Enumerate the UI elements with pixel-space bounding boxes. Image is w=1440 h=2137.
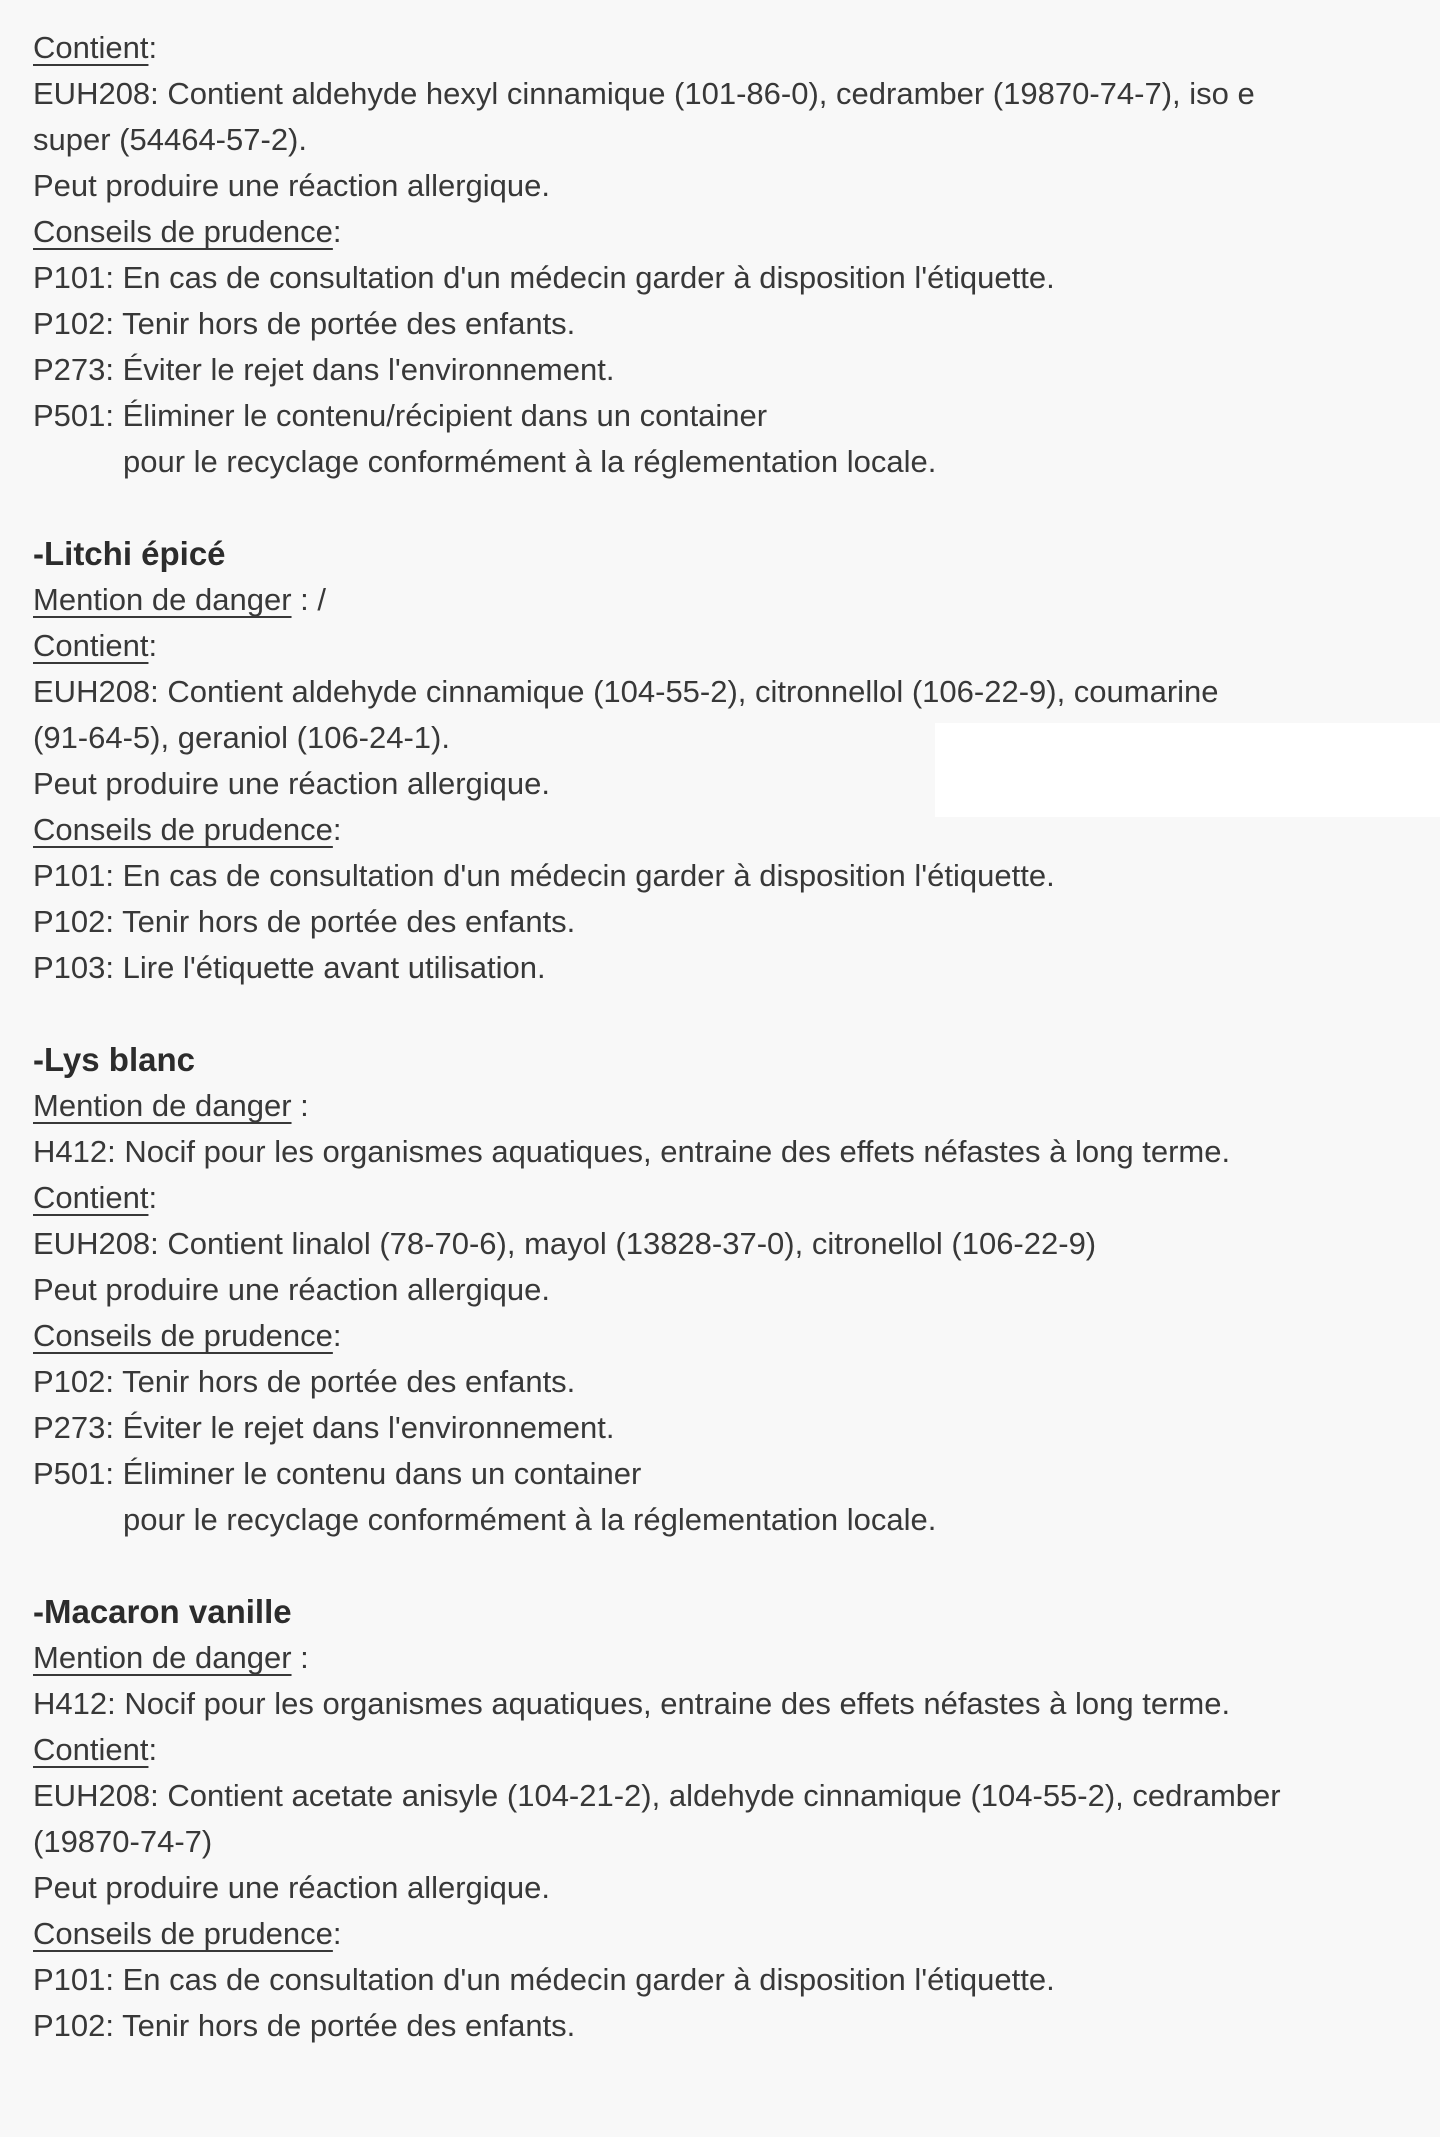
p102-line (33, 1359, 1440, 1405)
p501-continuation-line (33, 1497, 1440, 1543)
allergy-warning-line (33, 1267, 1440, 1313)
precautions-label-line (33, 1911, 1440, 1957)
hazard-label-line (33, 1083, 1440, 1129)
text-span: : (332, 214, 342, 249)
underlined-label: Contient (33, 1180, 149, 1215)
text-span: P501: Éliminer le contenu/récipient dans un container (33, 398, 768, 433)
text-span: : (148, 628, 158, 663)
hazard-label-line (33, 1635, 1440, 1681)
text-span: H412: Nocif pour les organismes aquatiques, entraine des effets néfastes à long terme. (33, 1686, 1231, 1721)
underlined-label: Conseils de prudence (33, 214, 333, 249)
euh208-line (33, 669, 1440, 715)
p273-line (33, 1405, 1440, 1451)
text-span: Peut produire une réaction allergique. (33, 168, 551, 203)
p501-continuation-line (33, 439, 1440, 485)
text-span: P101: En cas de consultation d'un médecin garder à disposition l'étiquette. (33, 1962, 1055, 1997)
text-span: : (148, 30, 158, 65)
p101-line (33, 255, 1440, 301)
precautions-label-line (33, 1313, 1440, 1359)
contains-label-line (33, 1727, 1440, 1773)
text-span: : (332, 1916, 342, 1951)
p501-line (33, 1451, 1440, 1497)
euh208-continuation-line (33, 117, 1440, 163)
text-span: P103: Lire l'étiquette avant utilisation. (33, 950, 546, 985)
underlined-label: Contient (33, 628, 149, 663)
text-span: EUH208: Contient acetate anisyle (104-21-2), aldehyde cinnamique (104-55-2), cedramber (33, 1778, 1281, 1813)
text-span: : (148, 1180, 158, 1215)
underlined-label: Conseils de prudence (33, 1318, 333, 1353)
text-span: : (291, 1640, 309, 1675)
underlined-label: Mention de danger (33, 582, 292, 617)
text-span: P102: Tenir hors de portée des enfants. (33, 2008, 576, 2043)
section-lys-blanc (33, 1037, 1440, 1543)
underlined-label: Contient (33, 1732, 149, 1767)
precautions-label-line (33, 807, 1440, 853)
product-heading: -Macaron vanille (33, 1593, 292, 1630)
text-span: : (332, 1318, 342, 1353)
text-span: P273: Éviter le rejet dans l'environnement. (33, 352, 615, 387)
text-span: : (148, 1732, 158, 1767)
h412-line (33, 1681, 1440, 1727)
hazard-label-line (33, 577, 1440, 623)
underlined-label: Conseils de prudence (33, 1916, 333, 1951)
contains-label-line (33, 25, 1440, 71)
p102-line (33, 2003, 1440, 2049)
contains-label-line (33, 623, 1440, 669)
section-litchi-epice (33, 531, 1440, 991)
p102-line (33, 301, 1440, 347)
text-span: EUH208: Contient aldehyde hexyl cinnamique (101-86-0), cedramber (19870-74-7), iso e (33, 76, 1255, 111)
allergy-warning-line (33, 1865, 1440, 1911)
text-span: P102: Tenir hors de portée des enfants. (33, 1364, 576, 1399)
text-span: : / (291, 582, 326, 617)
underlined-label: Conseils de prudence (33, 812, 333, 847)
text-span: P501: Éliminer le contenu dans un container (33, 1456, 642, 1491)
text-span: P101: En cas de consultation d'un médecin garder à disposition l'étiquette. (33, 260, 1055, 295)
euh208-line (33, 71, 1440, 117)
text-span: P102: Tenir hors de portée des enfants. (33, 306, 576, 341)
text-span: Peut produire une réaction allergique. (33, 1870, 551, 1905)
text-span: Peut produire une réaction allergique. (33, 766, 551, 801)
text-span: P102: Tenir hors de portée des enfants. (33, 904, 576, 939)
section-macaron-vanille (33, 1589, 1440, 2049)
underlined-label: Contient (33, 30, 149, 65)
euh208-line (33, 1221, 1440, 1267)
text-span: P101: En cas de consultation d'un médecin garder à disposition l'étiquette. (33, 858, 1055, 893)
h412-line (33, 1129, 1440, 1175)
product-heading: -Lys blanc (33, 1041, 195, 1078)
euh208-continuation-line (33, 1819, 1440, 1865)
underlined-label: Mention de danger (33, 1088, 292, 1123)
contains-label-line (33, 1175, 1440, 1221)
text-span: P273: Éviter le rejet dans l'environnement. (33, 1410, 615, 1445)
text-span: pour le recyclage conformément à la réglementation locale. (123, 1502, 937, 1537)
text-span: super (54464-57-2). (33, 122, 307, 157)
text-span: EUH208: Contient linalol (78-70-6), mayol (13828-37-0), citronellol (106-22-9) (33, 1226, 1097, 1261)
p273-line (33, 347, 1440, 393)
text-span: : (291, 1088, 309, 1123)
text-span: pour le recyclage conformément à la réglementation locale. (123, 444, 937, 479)
p101-line (33, 853, 1440, 899)
text-span: (91-64-5), geraniol (106-24-1). (33, 720, 450, 755)
p103-line (33, 945, 1440, 991)
allergy-warning-line (33, 761, 1440, 807)
text-span: Peut produire une réaction allergique. (33, 1272, 551, 1307)
text-span: : (332, 812, 342, 847)
text-span: EUH208: Contient aldehyde cinnamique (104-55-2), citronnellol (106-22-9), coumarine (33, 674, 1219, 709)
p501-line (33, 393, 1440, 439)
precautions-label-line (33, 209, 1440, 255)
text-span: H412: Nocif pour les organismes aquatiques, entraine des effets néfastes à long terme. (33, 1134, 1231, 1169)
underlined-label: Mention de danger (33, 1640, 292, 1675)
product-heading: -Litchi épicé (33, 535, 226, 572)
euh208-continuation-line (33, 715, 1440, 761)
euh208-line (33, 1773, 1440, 1819)
text-span: (19870-74-7) (33, 1824, 213, 1859)
section-previous-product (33, 25, 1440, 485)
p101-line (33, 1957, 1440, 2003)
p102-line (33, 899, 1440, 945)
allergy-warning-line (33, 163, 1440, 209)
